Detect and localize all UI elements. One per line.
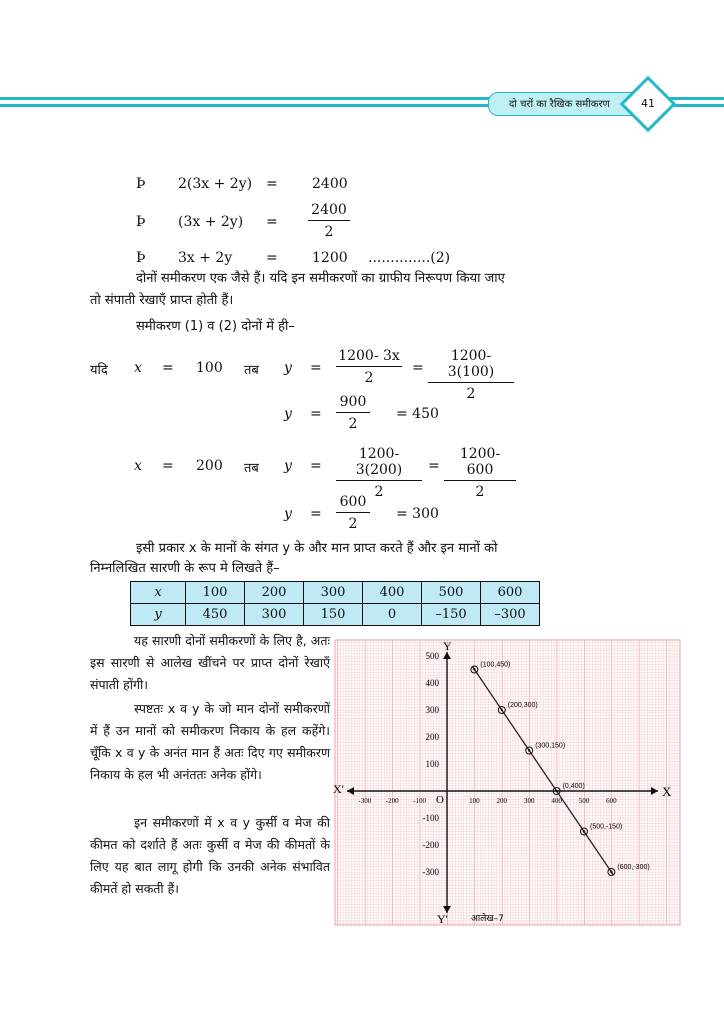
table-cell: 300: [245, 604, 304, 626]
step1-lhs: 2(3x + 2y): [178, 176, 253, 192]
y-symbol: y: [284, 406, 292, 422]
table-cell: 0: [363, 604, 422, 626]
data-point-center: [528, 749, 530, 751]
y-tick-label: 500: [425, 651, 439, 661]
equals: =: [428, 458, 440, 474]
y-tick-label: -200: [422, 840, 439, 850]
fraction-denominator: 2: [348, 416, 358, 432]
step1-rhs: 2400: [312, 176, 348, 192]
fraction-numerator: 600: [336, 494, 370, 513]
table-cell: 200: [245, 582, 304, 604]
fraction: [444, 446, 516, 500]
equals: =: [310, 360, 322, 376]
result: = 450: [396, 406, 439, 422]
column-paragraph: इन समीकरणों में x व y कुर्सी व मेज की कीमत को दर्शाते हैं अतः कुर्सी व मेज की कीमतों के लिए यह बात लागू होगी कि उनकी अनेक संभावित कीमतें हो सकती हैं।: [90, 815, 330, 896]
x-tick-label: 600: [606, 797, 617, 805]
paragraph-line: निम्नलिखित सारणी के रूप मे लिखते हैं–: [90, 561, 280, 576]
fraction-numerator: 1200- 3(100): [428, 348, 514, 383]
table-cell: 500: [422, 582, 481, 604]
y-axis-neg-label: Y': [437, 912, 448, 926]
x-axis-label: X: [662, 784, 672, 799]
step2-fraction: [308, 202, 350, 240]
paragraph-line: तो संपाती रेखाएँ प्राप्त होती हैं।: [90, 293, 234, 308]
fraction-numerator: 1200- 3(200): [336, 446, 422, 481]
paragraph-line: इसी प्रकार x के मानों के संगत y के और मान प्राप्त करते हैं और इन मानों को: [136, 541, 498, 556]
fraction-denominator: 2: [348, 516, 358, 532]
point-label: (100,450): [480, 661, 511, 669]
table-cell: 600: [481, 582, 540, 604]
implies-symbol: Þ: [136, 214, 146, 230]
data-point-center: [610, 871, 612, 873]
table-cell: 450: [186, 604, 245, 626]
fraction-denominator: 2: [364, 370, 374, 386]
x-symbol: x: [134, 458, 142, 474]
fraction: [336, 348, 402, 386]
x-tick-label: 200: [496, 797, 508, 805]
fraction-denominator: 2: [466, 386, 476, 402]
page-number: 41: [641, 97, 655, 110]
step2-eq: =: [266, 214, 278, 230]
origin-label: O: [436, 794, 444, 806]
equation-tag: ..............(2): [368, 250, 451, 266]
data-point-center: [555, 790, 557, 792]
fraction-numerator: 1200- 3x: [336, 348, 402, 367]
implies-symbol: Þ: [136, 176, 146, 192]
line-graph: [335, 640, 680, 925]
x-tick-label: -100: [413, 797, 427, 805]
point-label: (600,-300): [617, 864, 650, 871]
step1-eq: =: [266, 176, 278, 192]
x-tick-label: 400: [551, 797, 562, 805]
x-value: 100: [196, 360, 223, 376]
implies-symbol: Þ: [136, 250, 146, 266]
y-tick-label: 100: [425, 759, 439, 769]
x-tick-label: 100: [469, 797, 480, 805]
table-cell: 100: [186, 582, 245, 604]
then-word: तब: [244, 461, 259, 476]
data-point-center: [501, 709, 503, 711]
x-value: 200: [196, 458, 223, 474]
step3-rhs: 1200: [312, 250, 348, 266]
x-tick-label: 500: [578, 797, 590, 805]
y-tick-label: 400: [425, 678, 439, 688]
fraction: [336, 446, 422, 500]
chapter-title: दो चरों का रैखिक समीकरण: [488, 92, 636, 116]
y-symbol: y: [284, 360, 292, 376]
x-tick-label: -200: [385, 797, 399, 805]
y-tick-label: -100: [422, 813, 439, 823]
fraction-denominator: 2: [324, 224, 334, 240]
table-header-x: x: [131, 582, 186, 604]
values-table: [130, 581, 540, 626]
fraction: [428, 348, 514, 402]
point-label: (500,-150): [590, 823, 623, 831]
x-tick-label: 300: [523, 797, 535, 805]
result: = 300: [396, 506, 439, 522]
fraction-numerator: 900: [336, 394, 370, 413]
equals: =: [162, 458, 174, 474]
table-header-y: y: [131, 604, 186, 626]
data-point-center: [583, 830, 585, 832]
fraction: [336, 394, 370, 432]
x-symbol: x: [134, 360, 142, 376]
fraction-numerator: 2400: [308, 202, 350, 221]
fraction-denominator: 2: [475, 484, 485, 500]
y-tick-label: 200: [425, 732, 439, 742]
table-row-y: [131, 604, 540, 626]
point-label: (300,150): [535, 742, 566, 750]
equals: =: [310, 458, 322, 474]
fraction-numerator: 1200- 600: [444, 446, 516, 481]
graph-caption: आलेख–7: [471, 914, 504, 924]
equals: =: [412, 360, 424, 376]
x-tick-label: -300: [358, 797, 372, 805]
table-cell: 150: [304, 604, 363, 626]
step2-lhs: (3x + 2y): [178, 214, 244, 230]
table-cell: –150: [422, 604, 481, 626]
then-word: तब: [244, 363, 259, 378]
x-axis-neg-label: X': [333, 782, 344, 796]
point-label: (0,400): [562, 783, 585, 790]
equals: =: [310, 406, 322, 422]
table-cell: 300: [304, 582, 363, 604]
step3-lhs: 3x + 2y: [178, 250, 233, 266]
step3-eq: =: [266, 250, 278, 266]
y-symbol: y: [284, 506, 292, 522]
column-paragraph: स्पष्टतः x व y के जो मान दोनों समीकरणों में हैं उन मानों को समीकरण निकाय के हल कहेंगे। चूँकि x व y के अनंत मान हैं अतः दिए गए समीकरण निकाय के हल भी अनंततः अनेक होंगे।: [90, 701, 330, 782]
equals: =: [310, 506, 322, 522]
paragraph-line: दोनों समीकरण एक जैसे हैं। यदि इन समीकरणों का ग्राफीय निरूपण किया जाए: [136, 271, 505, 286]
table-row-x: [131, 582, 540, 604]
point-label: (200,300): [507, 702, 538, 709]
paragraph-line: समीकरण (1) व (2) दोनों में ही–: [136, 319, 295, 334]
column-paragraph: यह सारणी दोनों समीकरणों के लिए है, अतः इस सारणी से आलेख खींचने पर प्राप्त दोनों रेखाएँ संपाती होंगी।: [90, 633, 330, 692]
equals: =: [162, 360, 174, 376]
fraction-denominator: 2: [374, 484, 384, 500]
y-axis-label: Y: [443, 639, 452, 653]
table-cell: 400: [363, 582, 422, 604]
y-tick-label: -300: [422, 867, 439, 877]
if-word: यदि: [90, 363, 108, 378]
table-cell: –300: [481, 604, 540, 626]
data-point-center: [473, 668, 475, 670]
y-symbol: y: [284, 458, 292, 474]
y-tick-label: 300: [425, 705, 439, 715]
fraction: [336, 494, 370, 532]
